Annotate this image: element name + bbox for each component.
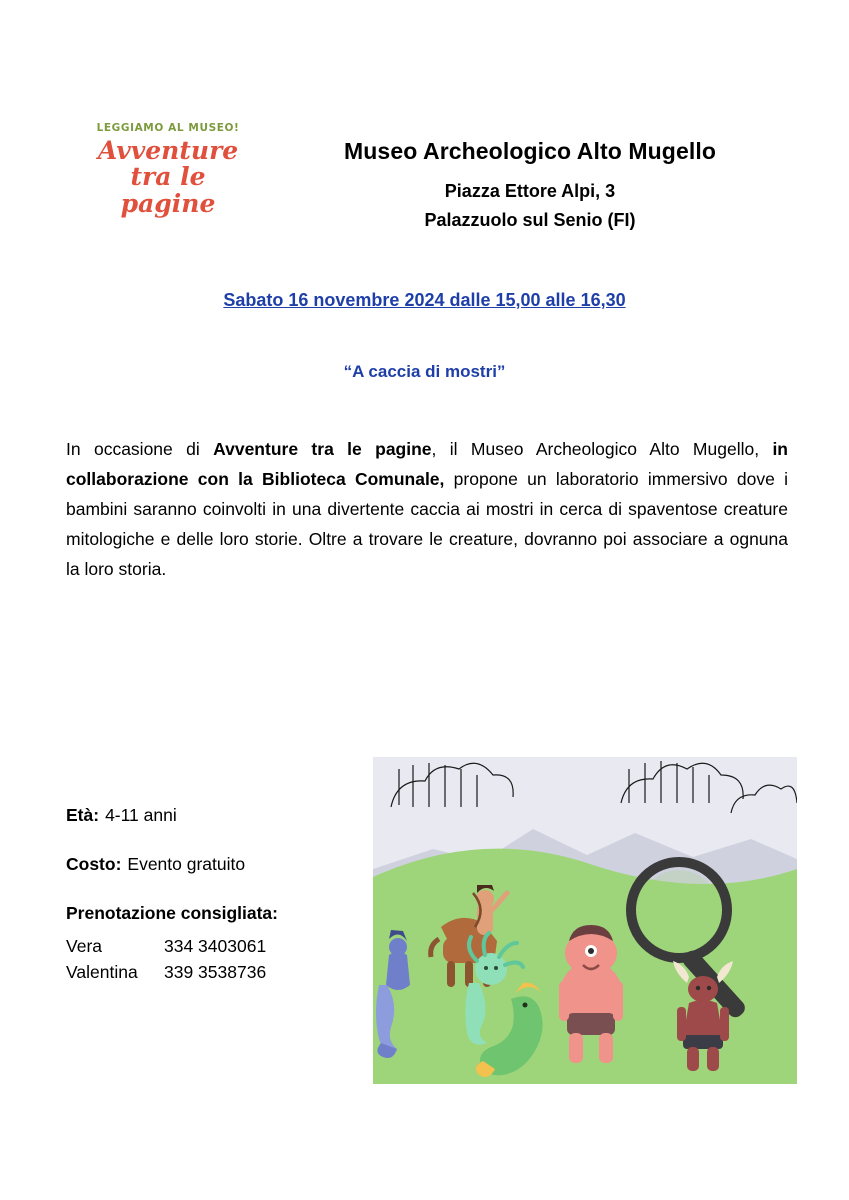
event-logo [88, 122, 248, 217]
contact-name: Valentina [66, 962, 138, 982]
logo-kicker: LEGGIAMO AL MUSEO! [96, 122, 240, 134]
age-label: Età: [66, 805, 100, 825]
event-subtitle-text: “A caccia di mostri” [343, 362, 506, 381]
booking-title: Prenotazione consigliata: [66, 903, 278, 923]
event-info [66, 805, 366, 985]
event-subtitle [0, 362, 849, 382]
age-row [66, 805, 366, 826]
contact-name: Vera [66, 936, 102, 956]
contact-row [66, 933, 366, 959]
event-date [0, 290, 849, 311]
logo-title-line1: Avventure [97, 136, 239, 165]
logo-title-line2: tra le pagine [120, 162, 216, 218]
event-date-text: Sabato 16 novembre 2024 dalle 15,00 alle 16,30 [223, 290, 626, 310]
contact-phone: 334 3403061 [164, 936, 267, 956]
cost-row [66, 854, 366, 875]
venue-address-line2: Palazzuolo sul Senio (FI) [424, 210, 636, 230]
cost-label: Costo: [66, 854, 122, 874]
page-title: Museo Archeologico Alto Mugello [344, 138, 716, 164]
monsters-illustration [373, 757, 797, 1084]
venue-address-line1: Piazza Ettore Alpi, 3 [444, 181, 616, 201]
contact-row [66, 959, 366, 985]
cost-value: Evento gratuito [127, 854, 246, 874]
logo-title [88, 138, 248, 217]
description-part-3: propone un laboratorio immersivo dove i bambini saranno coinvolti in una divertente caccia ai mostri in cerca di spaventose creature mitologiche e delle loro storie. Oltre a trovare le creature, dovranno poi associare a ognuna la loro storia. [66, 469, 788, 579]
description-bold-1: Avventure tra le pagine [213, 439, 432, 459]
event-description [66, 434, 788, 584]
contact-phone: 339 3538736 [164, 962, 267, 982]
illustration-svg [373, 757, 797, 1084]
description-part-1: In occasione di [66, 439, 214, 459]
age-value: 4-11 anni [105, 805, 177, 825]
description-part-2: , il Museo Archeologico Alto Mugello, [431, 439, 773, 459]
description-bold-2: in collaborazione con la Biblioteca Comunale, [66, 439, 788, 489]
venue-header [280, 138, 780, 231]
